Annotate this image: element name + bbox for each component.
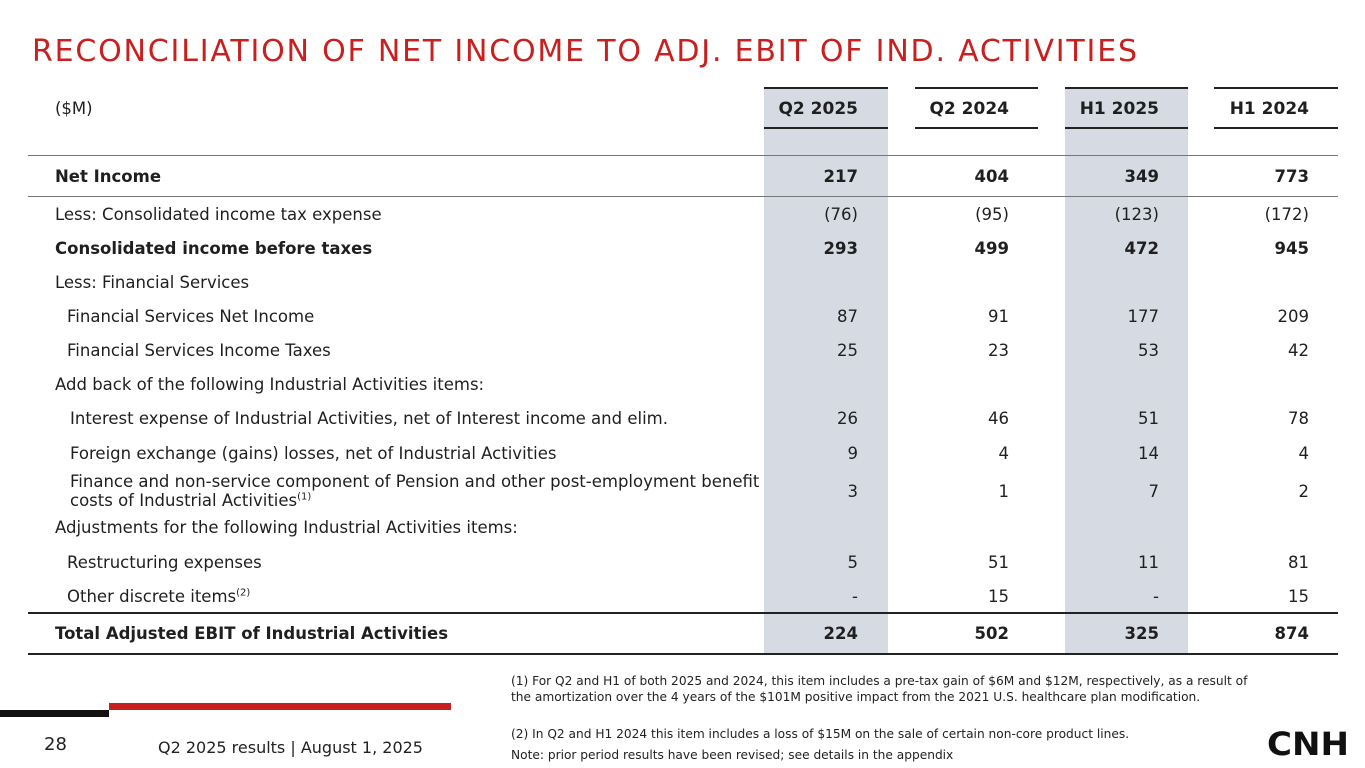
value-total-q2-2024: 502 [974, 624, 1009, 643]
value-pension-q2-2025: 3 [847, 482, 858, 501]
header-top-rule-q2-2025 [764, 87, 888, 89]
footnote-ref-2: (2) [236, 587, 251, 599]
row-label-pension-costs-text: Finance and non-service component of Pension and other post-employment benefit costs of Industrial Activities [70, 472, 760, 510]
page-number: 28 [44, 734, 67, 755]
header-top-rule-h1-2024 [1214, 87, 1338, 89]
footnote-1: (1) For Q2 and H1 of both 2025 and 2024, this item includes a pre-tax gain of $6M and $12M, respectively, as a result of the amortization over the 4 years of the $101M positive impact from the 2021 U.S. healthcare plan modification. [511, 674, 1248, 704]
header-top-rule-q2-2024 [915, 87, 1038, 89]
row-label-fs-income-taxes: Financial Services Income Taxes [67, 341, 331, 360]
value-income-tax-q2-2025: (76) [824, 205, 858, 224]
value-fx-q2-2025: 9 [847, 444, 858, 463]
value-fs-net-income-q2-2025: 87 [837, 307, 858, 326]
value-before-taxes-h1-2025: 472 [1124, 239, 1159, 258]
value-fs-taxes-h1-2024: 42 [1288, 341, 1309, 360]
value-income-tax-q2-2024: (95) [975, 205, 1009, 224]
footer-caption: Q2 2025 results | August 1, 2025 [158, 738, 423, 757]
row-label-income-tax-expense: Less: Consolidated income tax expense [55, 205, 382, 224]
value-fx-h1-2025: 14 [1138, 444, 1159, 463]
row-label-foreign-exchange: Foreign exchange (gains) losses, net of Industrial Activities [70, 444, 557, 463]
value-restructuring-q2-2024: 51 [988, 553, 1009, 572]
value-pension-h1-2024: 2 [1298, 482, 1309, 501]
value-before-taxes-h1-2024: 945 [1274, 239, 1309, 258]
column-header-q2-2024: Q2 2024 [929, 99, 1009, 119]
row-label-restructuring: Restructuring expenses [67, 553, 262, 572]
header-bottom-rule-h1-2024 [1214, 127, 1338, 129]
row-label-pension-costs [70, 472, 760, 510]
value-income-tax-h1-2025: (123) [1114, 205, 1159, 224]
row-label-net-income: Net Income [55, 167, 162, 186]
footer-red-bar [109, 703, 451, 710]
value-net-income-q2-2025: 217 [823, 167, 858, 186]
page-title: RECONCILIATION OF NET INCOME TO ADJ. EBIT OF IND. ACTIVITIES [32, 34, 1139, 69]
rule-above-total [28, 612, 1338, 614]
value-total-h1-2024: 874 [1274, 624, 1309, 643]
value-interest-q2-2024: 46 [988, 409, 1009, 428]
value-fx-q2-2024: 4 [998, 444, 1009, 463]
footnote-ref-1: (1) [297, 491, 312, 503]
value-interest-h1-2024: 78 [1288, 409, 1309, 428]
header-top-rule-h1-2025 [1065, 87, 1188, 89]
row-label-interest-expense: Interest expense of Industrial Activities, net of Interest income and elim. [70, 409, 668, 428]
row-label-income-before-taxes: Consolidated income before taxes [55, 239, 373, 258]
footnote-2: (2) In Q2 and H1 2024 this item includes a loss of $15M on the sale of certain non-core product lines. [511, 727, 1130, 741]
value-other-discrete-h1-2024: 15 [1288, 587, 1309, 606]
cnh-logo-text: CNH [1267, 726, 1349, 760]
value-before-taxes-q2-2025: 293 [823, 239, 858, 258]
rule-below-net-income [28, 196, 1338, 197]
value-fx-h1-2024: 4 [1298, 444, 1309, 463]
footnote-note: Note: prior period results have been revised; see details in the appendix [511, 748, 954, 762]
value-fs-taxes-q2-2024: 23 [988, 341, 1009, 360]
row-label-other-discrete [67, 587, 250, 607]
value-interest-h1-2025: 51 [1138, 409, 1159, 428]
column-header-h1-2024: H1 2024 [1229, 99, 1309, 119]
value-interest-q2-2025: 26 [837, 409, 858, 428]
row-label-fs-net-income: Financial Services Net Income [67, 307, 315, 326]
value-pension-h1-2025: 7 [1148, 482, 1159, 501]
header-bottom-rule-q2-2024 [915, 127, 1038, 129]
value-net-income-h1-2025: 349 [1124, 167, 1159, 186]
value-net-income-h1-2024: 773 [1274, 167, 1309, 186]
column-header-q2-2025: Q2 2025 [778, 99, 858, 119]
value-income-tax-h1-2024: (172) [1264, 205, 1309, 224]
value-before-taxes-q2-2024: 499 [974, 239, 1009, 258]
footer-black-bar [0, 710, 109, 717]
value-restructuring-h1-2024: 81 [1288, 553, 1309, 572]
value-pension-q2-2024: 1 [998, 482, 1009, 501]
value-restructuring-h1-2025: 11 [1138, 553, 1159, 572]
row-label-add-back-header: Add back of the following Industrial Activities items: [55, 375, 485, 394]
value-other-discrete-h1-2025: - [1153, 587, 1159, 606]
row-label-other-discrete-text: Other discrete items [67, 587, 237, 606]
value-restructuring-q2-2025: 5 [847, 553, 858, 572]
header-bottom-rule-h1-2025 [1065, 127, 1188, 129]
rule-above-net-income [28, 155, 1338, 156]
value-fs-net-income-h1-2024: 209 [1277, 307, 1309, 326]
column-header-h1-2025: H1 2025 [1079, 99, 1159, 119]
value-other-discrete-q2-2025: - [852, 587, 858, 606]
value-fs-taxes-q2-2025: 25 [837, 341, 858, 360]
row-label-less-financial-services: Less: Financial Services [55, 273, 250, 292]
value-fs-taxes-h1-2025: 53 [1138, 341, 1159, 360]
value-fs-net-income-h1-2025: 177 [1127, 307, 1159, 326]
row-label-total-adjusted-ebit: Total Adjusted EBIT of Industrial Activities [55, 624, 449, 643]
value-fs-net-income-q2-2024: 91 [988, 307, 1009, 326]
cnh-logo [1266, 726, 1350, 760]
header-bottom-rule-q2-2025 [764, 127, 888, 129]
row-label-adjustments-header: Adjustments for the following Industrial Activities items: [55, 518, 518, 537]
value-total-q2-2025: 224 [823, 624, 858, 643]
units-label: ($M) [55, 99, 93, 118]
rule-below-total [28, 653, 1338, 655]
value-net-income-q2-2024: 404 [974, 167, 1009, 186]
value-other-discrete-q2-2024: 15 [988, 587, 1009, 606]
value-total-h1-2025: 325 [1124, 624, 1159, 643]
